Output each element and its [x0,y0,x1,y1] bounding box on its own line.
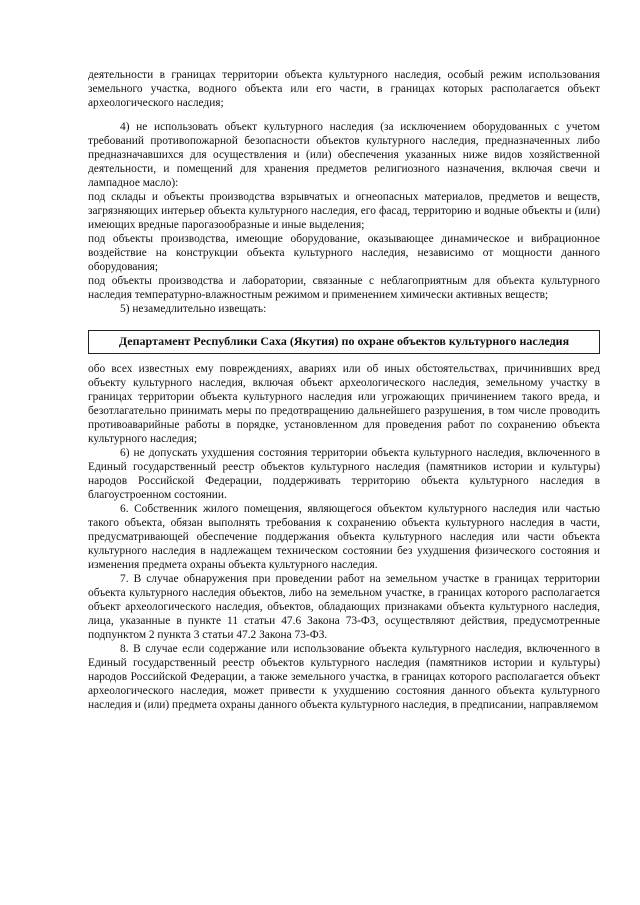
paragraph-item-5: 5) незамедлительно извещать: [120,303,267,315]
paragraph-item-6-territory: 6) не допускать ухудшения состояния территории объекта культурного наследия, включенного в Единый государственный реестр объектов культурного наследия (памятников истории и культуры) народов Российской Федерации, поддерживать территорию объекта культурного наследия в благоустроенном состоянии. [88,447,600,501]
paragraph-section-8: 8. В случае если содержание или использование объекта культурного наследия, включенного в Единый государственный реестр объектов культурного наследия (памятников истории и культуры) народов Российской Федерации, а также земельного участка, в границах которого располагается объект археологического наследия, может привести к ухудшению состояния данного объекта культурного наследия и (или) предмета охраны данного объекта культурного наследия, в предписании, направляемом [88,643,600,711]
paragraph-continuation: деятельности в границах территории объекта культурного наследия, особый режим использования земельного участка, водного объекта или его части, в границах которых располагается объект археологического наследия; [88,69,600,109]
department-header-box: Департамент Республики Саха (Якутия) по охране объектов культурного наследия [88,330,600,354]
paragraph-laboratories: под объекты производства и лаборатории, связанные с неблагоприятным для объекта культурного наследия температурно-влажностным режимом и применением химически активных веществ; [88,275,600,301]
paragraph-item-4: 4) не использовать объект культурного наследия (за исключением оборудованных с учетом требований противопожарной безопасности объектов культурного наследия, предназначенных либо предназначавшихся для осуществления и (или) обеспечения указанных ниже видов хозяйственной деятельности, и помещений для хранения предметов религиозного назначения, включая свечи и лампадное масло): [88,121,600,189]
paragraph-production-equipment: под объекты производства, имеющие оборудование, оказывающее динамическое и вибрационное воздействие на конструкции объекта культурного наследия, независимо от мощности данного оборудования; [88,233,600,273]
paragraph-section-7: 7. В случае обнаружения при проведении работ на земельном участке в границах территории объекта культурного наследия объектов, либо на земельном участке, в границах которого располагается объект археологического наследия, объектов, обладающих признаками объекта культурного наследия, лица, указанные в пункте 11 статьи 47.6 Закона 73-ФЗ, осуществляют действия, предусмотренные подпунктом 2 пункта 3 статьи 47.2 Закона 73-ФЗ. [88,573,600,641]
paragraph-notify-damage: обо всех известных ему повреждениях, авариях или об иных обстоятельствах, причинивших вред объекту культурного наследия, включая объект археологического наследия, земельному участку в границах территории объекта культурного наследия или угрожающих причинением такого вреда, и безотлагательно принимать меры по предотвращению дальнейшего разрушения, в том числе проводить противоаварийные работы в порядке, установленном для проведения работ по сохранению объекта культурного наследия; [88,363,600,445]
document-page [88,68,600,712]
paragraph-section-6: 6. Собственник жилого помещения, являющегося объектом культурного наследия или частью такого объекта, обязан выполнять требования к сохранению объекта культурного наследия в части, предусматривающей обеспечение поддержания объекта культурного наследия или части объекта культурного наследия в надлежащем техническом состоянии без ухудшения физического состояния и изменения предмета охраны объекта культурного наследия. [88,503,600,571]
paragraph-warehouses: под склады и объекты производства взрывчатых и огнеопасных материалов, предметов и веществ, загрязняющих интерьер объекта культурного наследия, его фасад, территорию и водные объекты и (или) имеющих вредные парогазообразные и иные выделения; [88,191,600,231]
